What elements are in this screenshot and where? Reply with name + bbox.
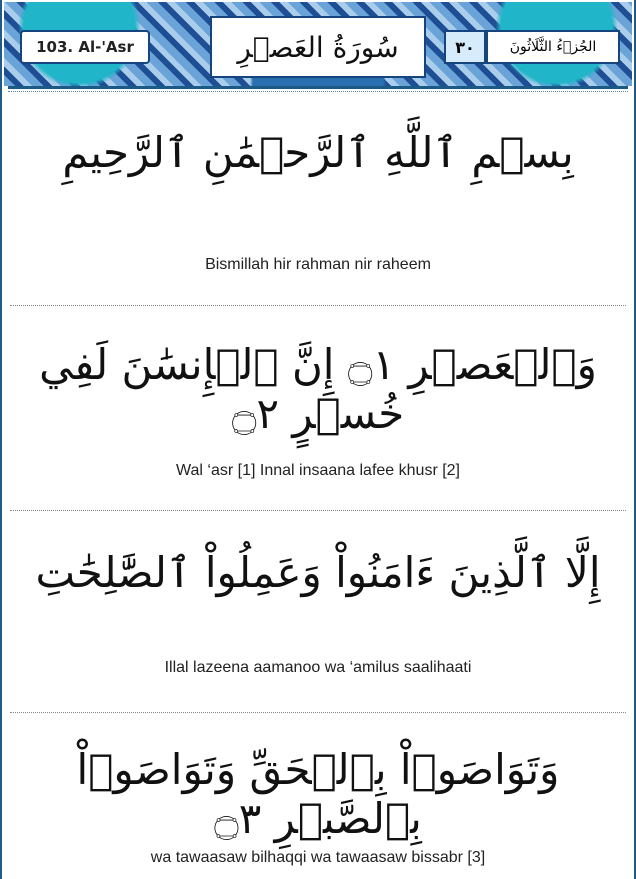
header-dotted-rule [8,91,628,92]
bismillah-transliteration: Bismillah hir rahman nir raheem [205,256,431,273]
juz-number: ٣٠ [444,30,486,64]
divider [10,712,626,713]
verse-transliteration: wa tawaasaw bilhaqqi wa tawaasaw bissabr [3] [150,849,486,866]
juz-arabic-label: الجُزۡءُ الثَّلَاثُونَ [486,30,620,64]
divider [10,510,626,511]
header-rule [8,86,628,89]
verse-arabic: إِلَّا ٱلَّذِينَ ءَامَنُواْ وَعَمِلُواْ ٱلصَّٰلِحَٰتِ [35,548,601,597]
bismillah-arabic: بِسۡمِ ٱللَّهِ ٱلرَّحۡمَٰنِ ٱلرَّحِيمِ [62,128,574,177]
verse-transliteration: Wal ‘asr [1] Innal insaana lafee khusr [2] [176,462,460,479]
surah-header-banner [4,2,632,86]
surah-arabic-title: سُورَةُ العَصۡرِ [210,16,426,78]
surah-name-label: 103. Al-'Asr [20,30,150,64]
verse-transliteration: Illal lazeena aamanoo wa ‘amilus saalihaati [164,659,472,676]
divider [10,305,626,306]
verse-arabic: وَٱلۡعَصۡرِ ۝١ إِنَّ ٱلۡإِنسَٰنَ لَفِي خُسۡرٍ ۝٢ [39,340,597,438]
verse-arabic: وَتَوَاصَوۡاْ بِٱلۡحَقِّ وَتَوَاصَوۡاْ بِٱلصَّبۡرِ ۝٣ [76,745,560,843]
